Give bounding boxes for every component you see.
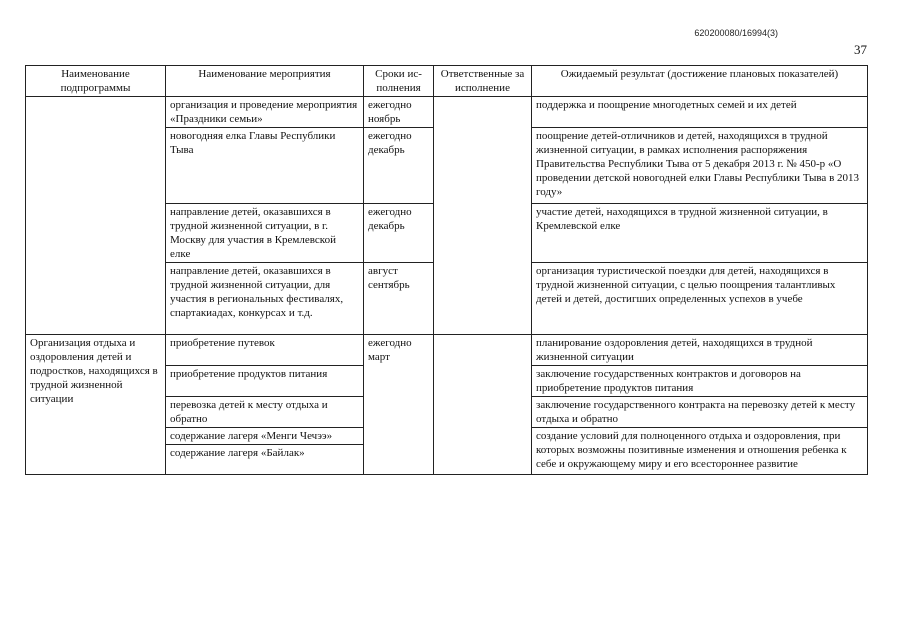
- event-cell: направление детей, оказавшихся в трудной жизненной ситуации, в г. Москву для участия в Кремлевской елке: [166, 204, 364, 263]
- page-number: 37: [854, 42, 867, 57]
- subprogram-cell-empty: [26, 97, 166, 335]
- result-cell: поощрение детей-отличников и детей, находящихся в трудной жизненной ситуации, в рамках исполнения распоряжения Правительства Республики Тыва от 5 декабря 2013 г. № 450-р «О проведении детской новогодней елки Главы Республики Тыва в 2013 году»: [532, 128, 868, 204]
- term-cell: ежегодно март: [364, 335, 434, 475]
- term-cell: август сентябрь: [364, 263, 434, 335]
- result-cell: участие детей, находящихся в трудной жизненной ситуации, в Кремлевской елке: [532, 204, 868, 263]
- table-row: [26, 335, 868, 366]
- term-cell: ежегодно ноябрь: [364, 97, 434, 128]
- event-cell: новогодняя елка Главы Республики Тыва: [166, 128, 364, 204]
- result-cell: заключение государственного контракта на перевозку детей к месту отдыха и обратно: [532, 397, 868, 428]
- event-cell: приобретение путевок: [166, 335, 364, 366]
- event-cell: содержание лагеря «Менги Чечээ»: [166, 428, 364, 445]
- event-cell: приобретение продуктов питания: [166, 366, 364, 397]
- subprogram-cell: Организация отдыха и оздоровления детей и подростков, находящихся в трудной жизненной ситуации: [26, 335, 166, 475]
- result-cell: поддержка и поощрение многодетных семей и их детей: [532, 97, 868, 128]
- col-header-responsible: Ответственные за исполнение: [434, 66, 532, 97]
- event-cell: перевозка детей к месту отдыха и обратно: [166, 397, 364, 428]
- table-row: [26, 97, 868, 128]
- event-cell: организация и проведение мероприятия «Праздники семьи»: [166, 97, 364, 128]
- document-code: 620200080/16994(3): [694, 28, 778, 38]
- event-cell: направление детей, оказавшихся в трудной жизненной ситуации, для участия в региональных фестивалях, спартакиадах, конкурсах и т.д.: [166, 263, 364, 335]
- term-cell: ежегодно декабрь: [364, 128, 434, 204]
- result-cell: планирование оздоровления детей, находящихся в трудной жизненной ситуации: [532, 335, 868, 366]
- table-header-row: [26, 66, 868, 97]
- responsible-cell-empty: [434, 335, 532, 475]
- col-header-result: Ожидаемый результат (достижение плановых показателей): [532, 66, 868, 97]
- col-header-subprogram: Наименование подпрограммы: [26, 66, 166, 97]
- program-table: [25, 65, 868, 475]
- responsible-cell-empty: [434, 97, 532, 335]
- col-header-event: Наименование мероприятия: [166, 66, 364, 97]
- result-cell: организация туристической поездки для детей, находящихся в трудной жизненной ситуации, с целью поощрения талантливых детей и детей, достигших определенных успехов в учебе: [532, 263, 868, 335]
- col-header-term: Сроки ис-полнения: [364, 66, 434, 97]
- result-cell: создание условий для полноценного отдыха и оздоровления, при которых возможны позитивные изменения и отношения ребенка к себе и окружающему миру и его всестороннее развитие: [532, 428, 868, 475]
- result-cell: заключение государственных контрактов и договоров на приобретение продуктов питания: [532, 366, 868, 397]
- term-cell: ежегодно декабрь: [364, 204, 434, 263]
- event-cell: содержание лагеря «Байлак»: [166, 445, 364, 475]
